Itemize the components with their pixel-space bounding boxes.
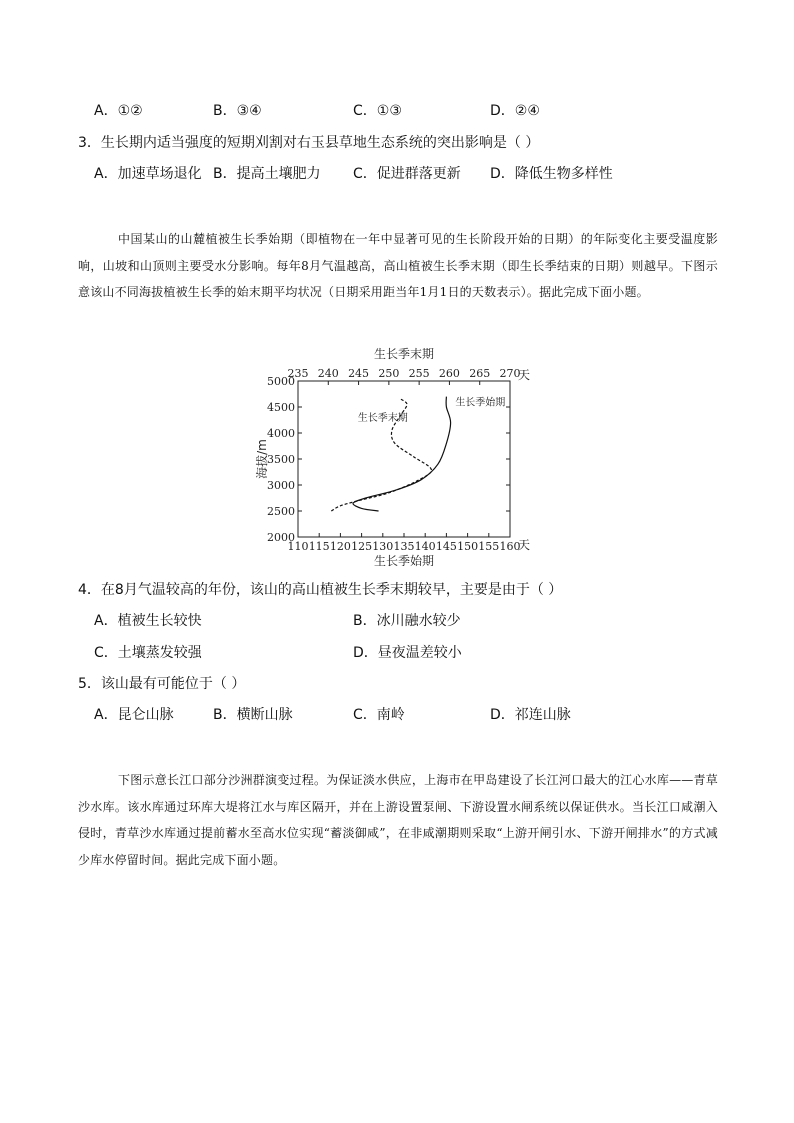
passage-1-text: 中国某山的山麓植被生长季始期（即植物在一年中显著可见的生长阶段开始的日期）的年际变化主要受温度影响，山坡和山顶则主要受水分影响。每年8月气温越高，高山植被生长季末期（即生长季结束的日期）则越早。下图示意该山不同海拔植被生长季的始末期平均状况（日期采用距当年1月1日的天数表示）。据此完成下面小题。 [78,232,718,299]
passage-2-text: 下图示意长江口部分沙洲群演变过程。为保证淡水供应，上海市在甲岛建设了长江河口最大的江心水库——青草沙水库。该水库通过环库大堤将江水与库区隔开，并在上游设置泵闸、下游设置水闸系统以保证供水。当长江口咸潮入侵时，青草沙水库通过提前蓄水至高水位实现“蓄淡御咸”，在非咸潮期则采取“上游开闸引水、下游开闸排水”的方式减少库水停留时间。据此完成下面小题。 [78,773,718,867]
q4-option-a: A．植被生长较快 [94,613,202,629]
q5-option-a: A．昆仑山脉 [94,707,174,723]
q3-option-b: B．提高土壤肥力 [213,166,321,182]
y-tick-label-6: 5000 [267,375,295,388]
bottom-tick-label-2: 120 [329,540,351,553]
question-4-stem: 4．在8月气温较高的年份，该山的高山植被生长季末期较早，主要是由于（ ） [78,582,563,598]
question-3-stem: 3．生长期内适当强度的短期刈割对右玉县草地生态系统的突出影响是（ ） [78,135,540,151]
q2-option-a: A．①② [94,103,143,119]
bottom-tick-label-5: 135 [393,540,415,553]
growing-season-chart [240,342,540,572]
bottom-tick-label-9: 155 [478,540,500,553]
bottom-tick-label-6: 140 [414,540,436,553]
top-tick-label-2: 245 [348,367,370,380]
y-tick-label-0: 2000 [267,531,295,544]
series-label-start: 生长季始期 [455,397,506,409]
q3-option-a: A．加速草场退化 [94,166,202,182]
top-tick-label-4: 255 [408,367,430,380]
bottom-tick-label-3: 125 [351,540,373,553]
q3-option-c: C．促进群落更新 [353,166,461,182]
top-tick-label-7: 270 [499,367,521,380]
y-tick-label-1: 2500 [267,505,295,518]
bottom-tick-label-7: 145 [435,540,457,553]
q3-option-d: D．降低生物多样性 [490,166,613,182]
q2-option-c: C．①③ [353,103,402,119]
passage-2 [78,767,718,873]
question-5-stem: 5．该山最有可能位于（ ） [78,676,246,692]
bottom-tick-label-10: 160 [499,540,521,553]
bottom-tick-label-4: 130 [372,540,394,553]
top-tick-label-1: 240 [317,367,339,380]
bottom-tick-label-1: 115 [308,540,330,553]
top-tick-label-3: 250 [378,367,400,380]
q4-option-d: D．昼夜温差较小 [353,645,462,661]
y-tick-label-4: 4000 [267,427,295,440]
top-tick-label-5: 260 [438,367,460,380]
top-axis-title: 生长季末期 [373,347,435,361]
q4-option-c: C．土壤蒸发较强 [94,645,202,661]
bottom-axis-unit: 天 [517,538,531,552]
y-tick-label-2: 3000 [267,479,295,492]
q5-option-d: D．祁连山脉 [490,707,571,723]
y-axis-title: 海拔/m [255,439,269,479]
q2-option-b: B．③④ [213,103,262,119]
top-tick-label-6: 265 [469,367,491,380]
y-tick-label-5: 4500 [267,401,295,414]
bottom-tick-label-8: 150 [457,540,479,553]
q4-option-b: B．冰川融水较少 [353,613,461,629]
series-label-end: 生长季末期 [357,413,408,425]
q5-option-b: B．横断山脉 [213,707,293,723]
passage-1 [78,226,718,306]
bottom-axis-title: 生长季始期 [373,554,435,568]
bottom-tick-label-0: 110 [287,540,309,553]
top-tick-label-0: 235 [287,367,309,380]
top-axis-unit: 天 [517,368,531,382]
q5-option-c: C．南岭 [353,707,405,723]
y-tick-label-3: 3500 [267,453,295,466]
q2-option-d: D．②④ [490,103,540,119]
